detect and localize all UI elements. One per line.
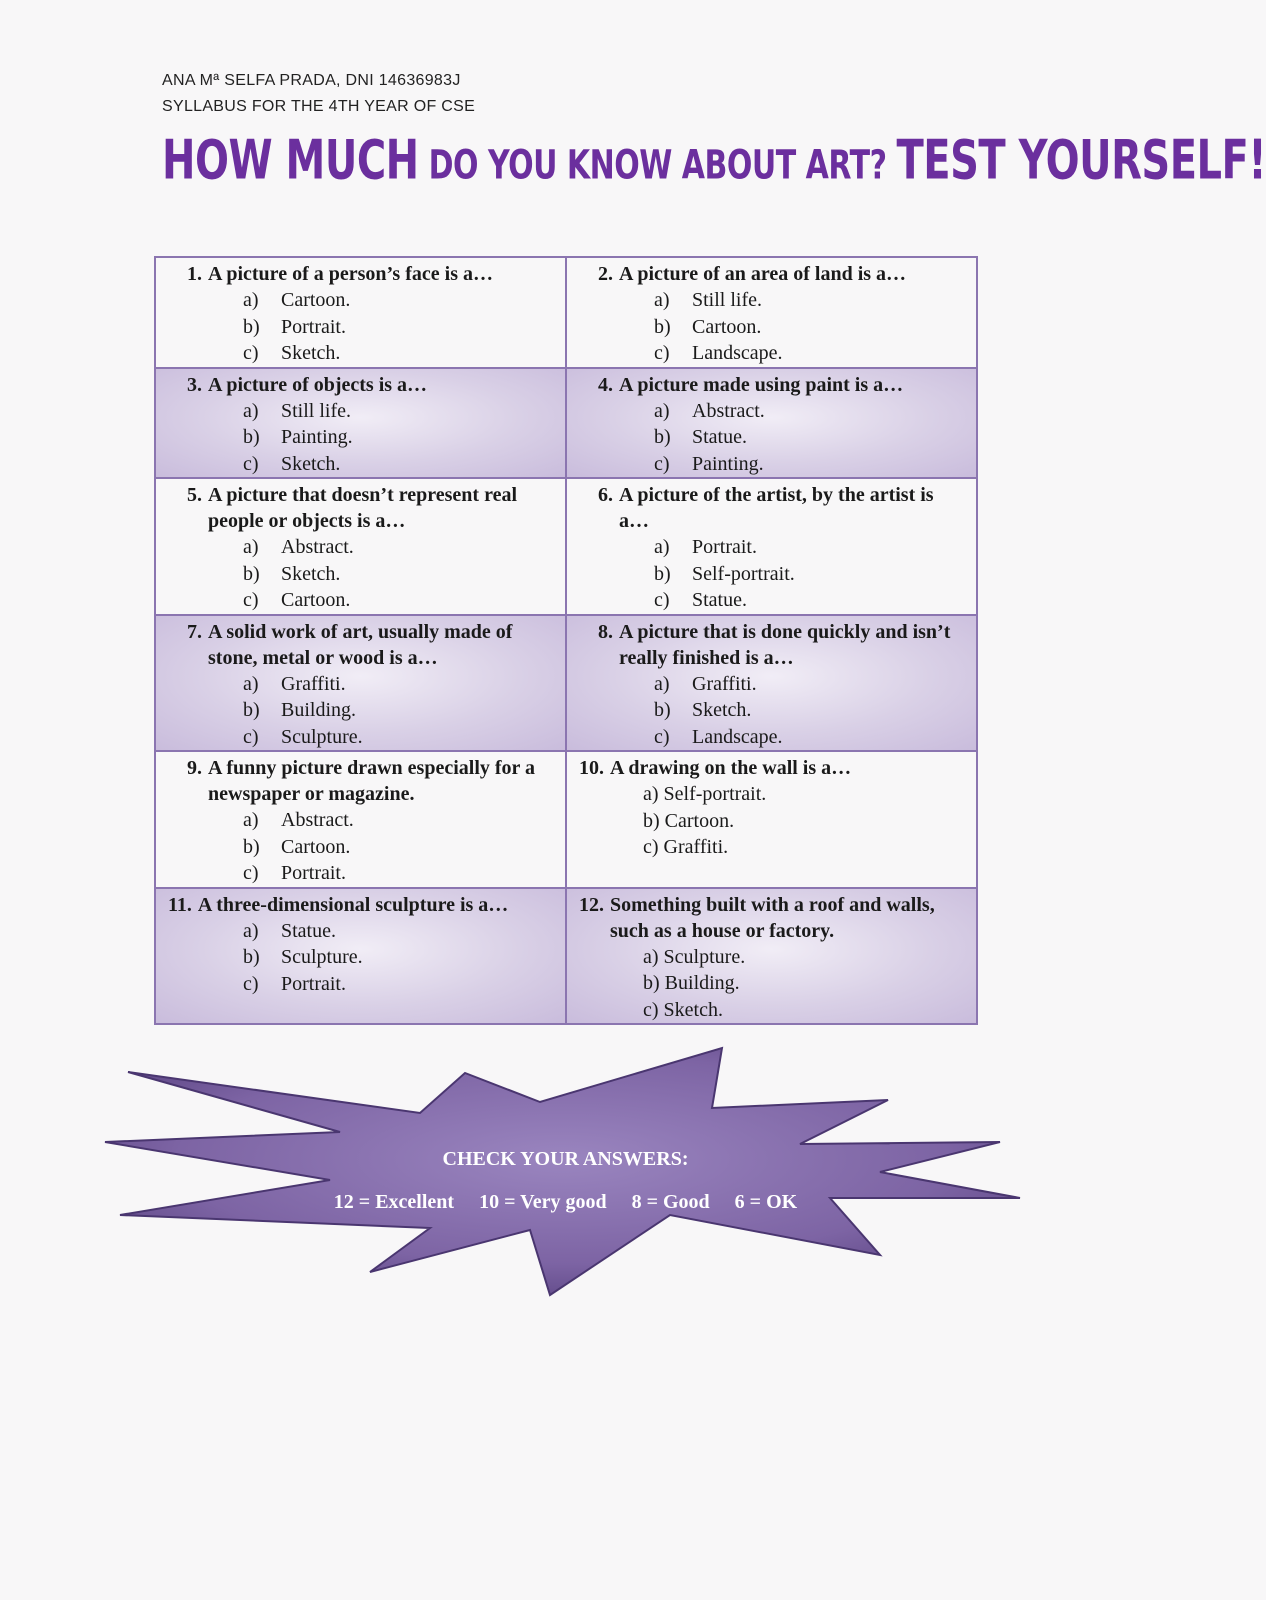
option-label: a) <box>654 399 670 422</box>
question-text: A picture that is done quickly and isn’t really finished is a… <box>619 620 951 669</box>
answer-option[interactable] <box>243 834 555 861</box>
option-label: c) <box>643 998 659 1021</box>
option-text: Portrait. <box>692 536 757 558</box>
answer-option[interactable] <box>643 834 966 861</box>
option-label: c) <box>243 342 259 364</box>
option-label: b) <box>243 946 260 968</box>
question-cell <box>155 368 566 479</box>
question-number: 7. <box>187 620 202 643</box>
title-part-2: DO YOU KNOW ABOUT ART? <box>418 142 897 190</box>
question-text: A solid work of art, usually made of stone, metal or wood is a… <box>208 620 513 669</box>
answer-option[interactable] <box>654 671 966 698</box>
quiz-row <box>155 368 977 479</box>
quiz-row <box>155 478 977 615</box>
answer-option[interactable] <box>654 534 966 561</box>
question-number: 11. <box>168 893 192 916</box>
option-label: b) <box>243 562 260 585</box>
option-text: Painting. <box>692 452 764 475</box>
score-item: 6 = OK <box>734 1191 798 1213</box>
option-label: c) <box>654 342 670 364</box>
question-text: A picture of a person’s face is a… <box>208 263 493 285</box>
option-label: c) <box>243 862 259 884</box>
check-answers-title: CHECK YOUR ANSWERS: <box>442 1148 689 1170</box>
answer-option[interactable] <box>654 314 966 341</box>
question-cell <box>566 478 977 615</box>
option-label: c) <box>243 452 259 475</box>
title-part-3: TEST YOURSELF! <box>896 130 1266 193</box>
option-text: Self-portrait. <box>692 562 795 585</box>
option-label: b) <box>654 699 671 721</box>
question-cell <box>566 368 977 479</box>
option-label: a) <box>654 289 670 311</box>
option-label: c) <box>643 836 659 858</box>
option-label: c) <box>243 972 259 995</box>
option-label: a) <box>243 919 259 942</box>
option-label: b) <box>654 315 671 338</box>
option-text: Portrait. <box>281 862 346 884</box>
option-text: Self-portrait. <box>663 783 767 805</box>
option-text: Cartoon. <box>692 315 762 338</box>
option-label: c) <box>654 589 670 611</box>
question-text: A picture that doesn’t represent real people or objects is a… <box>208 484 518 532</box>
option-label: c) <box>654 725 670 748</box>
question-number: 3. <box>187 373 202 396</box>
option-text: Sculpture. <box>281 725 363 748</box>
quiz-table <box>154 256 978 1025</box>
option-label: a) <box>243 809 259 831</box>
answer-option[interactable] <box>654 287 966 314</box>
option-text: Still life. <box>692 289 762 311</box>
question-number: 9. <box>187 757 202 779</box>
answer-option[interactable] <box>243 860 555 887</box>
option-text: Statue. <box>281 919 336 942</box>
score-item: 12 = Excellent <box>333 1191 455 1213</box>
title-part-1: HOW MUCH <box>162 130 419 193</box>
answer-option[interactable] <box>654 340 966 367</box>
option-text: Sketch. <box>281 342 341 364</box>
option-text: Statue. <box>692 589 747 611</box>
option-label: a) <box>243 399 259 422</box>
option-text: Building. <box>281 699 357 721</box>
answer-option[interactable] <box>654 587 966 614</box>
page-title <box>162 130 1266 225</box>
answer-option[interactable] <box>654 451 966 478</box>
answer-option[interactable] <box>643 944 966 971</box>
option-text: Sculpture. <box>663 945 746 968</box>
answer-option[interactable] <box>643 997 966 1024</box>
answer-option[interactable] <box>243 561 555 588</box>
option-text: Graffiti. <box>692 672 757 695</box>
question-cell <box>566 615 977 752</box>
question-text: Something built with a roof and walls, such as a house or factory. <box>610 893 935 942</box>
score-item: 8 = Good <box>631 1191 710 1213</box>
option-label: b) <box>243 699 260 721</box>
option-label: a) <box>243 536 259 558</box>
answer-option[interactable] <box>243 944 555 971</box>
author-line: ANA Mª SELFA PRADA, DNI 14636983J <box>162 72 461 89</box>
answer-option[interactable] <box>243 697 555 724</box>
option-text: Building. <box>664 972 740 994</box>
option-label: c) <box>243 589 259 611</box>
question-text: A picture of the artist, by the artist is a… <box>619 484 934 532</box>
option-text: Sketch. <box>281 562 341 585</box>
option-label: a) <box>654 536 670 558</box>
answer-option[interactable] <box>643 781 966 808</box>
answer-option[interactable] <box>243 314 555 341</box>
question-text: A picture of an area of land is a… <box>619 263 907 285</box>
option-label: b) <box>243 315 260 338</box>
quiz-row <box>155 257 977 368</box>
answer-option[interactable] <box>654 724 966 751</box>
answer-option[interactable] <box>643 808 966 835</box>
option-label: a) <box>643 945 659 968</box>
option-label: b) <box>643 809 660 832</box>
syllabus-line: SYLLABUS FOR THE 4TH YEAR OF CSE <box>162 98 476 115</box>
option-text: Graffiti. <box>663 836 729 858</box>
option-text: Sketch. <box>663 998 723 1021</box>
option-label: a) <box>243 672 259 695</box>
answer-option[interactable] <box>654 424 966 451</box>
option-text: Abstract. <box>281 809 354 831</box>
option-text: Sketch. <box>281 452 341 475</box>
question-cell <box>155 888 566 1025</box>
answer-option[interactable] <box>243 971 555 998</box>
option-label: c) <box>243 725 259 748</box>
question-number: 5. <box>187 484 202 506</box>
answer-option[interactable] <box>243 807 555 834</box>
option-text: Cartoon. <box>281 835 351 858</box>
option-text: Cartoon. <box>281 589 351 611</box>
answer-option[interactable] <box>243 918 555 945</box>
option-text: Sculpture. <box>281 946 363 968</box>
question-number: 8. <box>598 620 613 643</box>
question-cell <box>155 478 566 615</box>
option-label: b) <box>243 426 260 448</box>
option-text: Statue. <box>692 426 747 448</box>
score-scale <box>0 1191 1131 1214</box>
question-cell <box>155 751 566 888</box>
answer-option[interactable] <box>654 561 966 588</box>
answer-option[interactable] <box>243 398 555 425</box>
document-header <box>162 68 475 120</box>
option-label: c) <box>654 452 670 475</box>
option-label: b) <box>243 835 260 858</box>
option-text: Portrait. <box>281 315 346 338</box>
option-text: Graffiti. <box>281 672 346 695</box>
question-cell <box>566 751 977 888</box>
answer-option[interactable] <box>243 340 555 367</box>
option-label: a) <box>654 672 670 695</box>
option-text: Sketch. <box>692 699 752 721</box>
answer-option[interactable] <box>243 451 555 478</box>
question-number: 1. <box>187 263 202 285</box>
option-label: a) <box>243 289 259 311</box>
answer-option[interactable] <box>643 970 966 997</box>
question-number: 6. <box>598 484 613 506</box>
option-text: Cartoon. <box>664 809 735 832</box>
question-cell <box>155 615 566 752</box>
option-text: Portrait. <box>281 972 346 995</box>
option-text: Painting. <box>281 426 353 448</box>
option-label: b) <box>654 562 671 585</box>
question-cell <box>155 257 566 368</box>
question-text: A funny picture drawn especially for a newspaper or magazine. <box>208 757 536 805</box>
question-number: 12. <box>579 893 604 916</box>
option-text: Cartoon. <box>281 289 351 311</box>
option-label: b) <box>654 426 671 448</box>
answer-option[interactable] <box>243 424 555 451</box>
question-cell <box>566 257 977 368</box>
question-number: 2. <box>598 263 613 285</box>
quiz-row <box>155 888 977 1025</box>
option-text: Landscape. <box>692 342 783 364</box>
option-label: a) <box>643 783 659 805</box>
option-label: b) <box>643 972 660 994</box>
question-text: A picture made using paint is a… <box>619 373 904 396</box>
quiz-row <box>155 615 977 752</box>
answer-option[interactable] <box>243 534 555 561</box>
question-cell <box>566 888 977 1025</box>
quiz-row <box>155 751 977 888</box>
question-number: 4. <box>598 373 613 396</box>
option-text: Abstract. <box>692 399 765 422</box>
question-text: A drawing on the wall is a… <box>610 757 852 779</box>
answer-option[interactable] <box>654 398 966 425</box>
answer-option[interactable] <box>243 671 555 698</box>
question-text: A picture of objects is a… <box>208 373 428 396</box>
option-text: Still life. <box>281 399 351 422</box>
answer-option[interactable] <box>654 697 966 724</box>
answer-option[interactable] <box>243 287 555 314</box>
starburst-polygon <box>105 1048 1020 1295</box>
option-text: Abstract. <box>281 536 354 558</box>
option-text: Landscape. <box>692 725 783 748</box>
answer-option[interactable] <box>243 587 555 614</box>
score-item: 10 = Very good <box>479 1191 607 1213</box>
answer-option[interactable] <box>243 724 555 751</box>
question-number: 10. <box>579 757 604 779</box>
question-text: A three-dimensional sculpture is a… <box>197 893 509 916</box>
